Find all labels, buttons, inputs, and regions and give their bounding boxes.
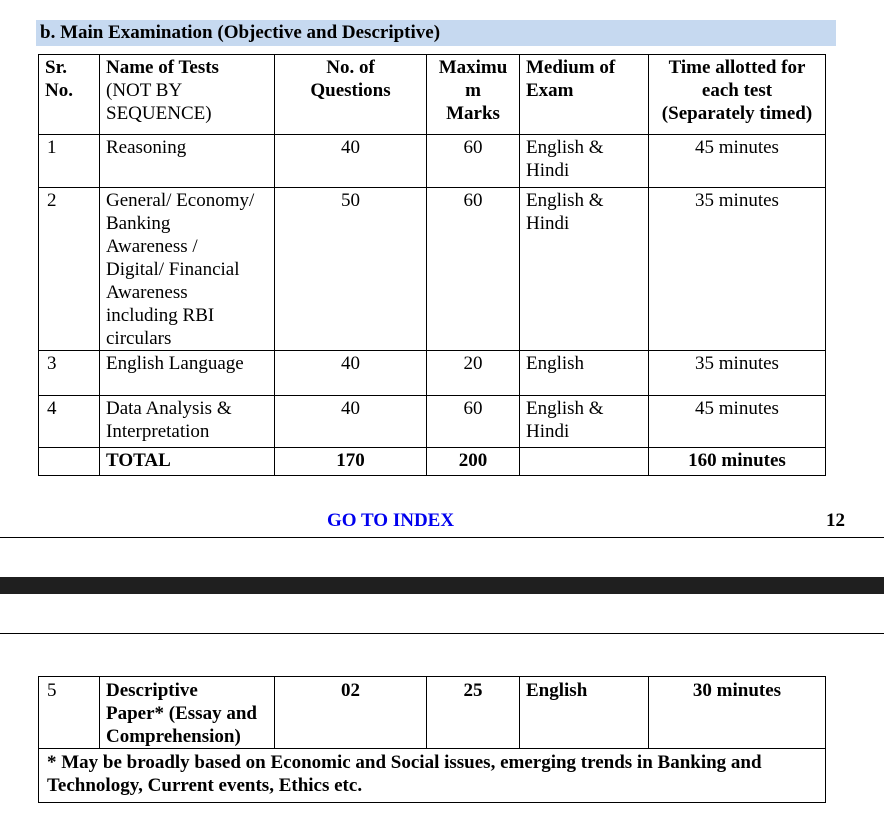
footnote-line: * May be broadly based on Economic and Social issues, emerging trends in Banking and <box>47 752 762 773</box>
table-row <box>39 677 826 749</box>
header-questions <box>275 55 427 135</box>
page-bottom-rule <box>0 537 884 538</box>
header-line: Name of Tests <box>106 57 219 78</box>
table-row <box>39 188 826 351</box>
header-line: No. of <box>326 57 375 78</box>
cell-line: Paper* (Essay and <box>106 703 257 724</box>
table-row <box>39 396 826 448</box>
cell-time: 35 minutes <box>649 351 826 396</box>
cell-sr-empty <box>39 448 100 476</box>
header-line: Exam <box>526 80 574 101</box>
footnote <box>39 749 826 803</box>
page-break-bar <box>0 577 884 594</box>
cell-questions: 50 <box>275 188 427 351</box>
cell-time: 45 minutes <box>649 396 826 448</box>
header-marks <box>427 55 520 135</box>
cell-line: Descriptive <box>106 680 198 701</box>
header-line: Questions <box>310 80 391 101</box>
cell-line: Digital/ Financial <box>106 259 240 280</box>
header-line: No. <box>45 80 73 101</box>
cell-total-time: 160 minutes <box>649 448 826 476</box>
cell-line: circulars <box>106 328 172 349</box>
header-line: Marks <box>446 103 500 124</box>
cell-test-name <box>100 135 275 188</box>
cell-medium-empty <box>520 448 649 476</box>
cell-test-name <box>100 351 275 396</box>
page-top-rule <box>0 633 884 634</box>
header-line: Sr. <box>45 57 68 78</box>
cell-questions: 40 <box>275 351 427 396</box>
cell-total-questions: 170 <box>275 448 427 476</box>
cell-medium <box>520 351 649 396</box>
section-heading: b. Main Examination (Objective and Descriptive) <box>36 20 836 46</box>
cell-line: Comprehension) <box>106 726 241 747</box>
header-line: Time allotted for <box>668 57 806 78</box>
cell-medium <box>520 396 649 448</box>
cell-line: General/ Economy/ <box>106 190 255 211</box>
cell-total-label: TOTAL <box>100 448 275 476</box>
cell-time: 30 minutes <box>649 677 826 749</box>
cell-questions: 40 <box>275 396 427 448</box>
header-line: Maximu <box>438 57 508 78</box>
cell-time: 45 minutes <box>649 135 826 188</box>
cell-line: English Language <box>106 353 244 374</box>
cell-line: Hindi <box>526 421 570 442</box>
cell-line: Banking <box>106 213 171 234</box>
table-row <box>39 135 826 188</box>
header-name <box>100 55 275 135</box>
cell-marks: 20 <box>427 351 520 396</box>
table-row <box>39 351 826 396</box>
cell-test-name <box>100 188 275 351</box>
cell-marks: 60 <box>427 135 520 188</box>
cell-test-name <box>100 677 275 749</box>
cell-line: English & <box>526 398 604 419</box>
table-header-row <box>39 55 826 135</box>
cell-total-marks: 200 <box>427 448 520 476</box>
page-number: 12 <box>826 510 845 531</box>
cell-line: English <box>526 353 585 374</box>
cell-questions: 40 <box>275 135 427 188</box>
cell-line: including RBI <box>106 305 215 326</box>
cell-line: Awareness <box>106 282 188 303</box>
footnote-line: Technology, Current events, Ethics etc. <box>47 775 363 796</box>
cell-sr: 1 <box>39 135 100 188</box>
header-line: (Separately timed) <box>661 103 813 124</box>
cell-sr: 2 <box>39 188 100 351</box>
go-to-index-link[interactable]: GO TO INDEX <box>327 510 455 531</box>
cell-sr: 4 <box>39 396 100 448</box>
header-line: m <box>465 80 481 101</box>
header-line: (NOT BY <box>106 80 183 101</box>
cell-line: Awareness / <box>106 236 198 257</box>
cell-medium <box>520 135 649 188</box>
cell-line: English & <box>526 190 604 211</box>
cell-line: English & <box>526 137 604 158</box>
continuation-table <box>38 676 826 803</box>
header-line: each test <box>701 80 773 101</box>
cell-questions: 02 <box>275 677 427 749</box>
cell-test-name <box>100 396 275 448</box>
cell-marks: 60 <box>427 396 520 448</box>
cell-medium: English <box>520 677 649 749</box>
cell-line: Hindi <box>526 213 570 234</box>
header-time <box>649 55 826 135</box>
cell-line: Reasoning <box>106 137 187 158</box>
header-sr <box>39 55 100 135</box>
header-line: SEQUENCE) <box>106 103 212 124</box>
header-line: Medium of <box>526 57 616 78</box>
table-total-row <box>39 448 826 476</box>
cell-time: 35 minutes <box>649 188 826 351</box>
cell-line: Hindi <box>526 160 570 181</box>
cell-line: Data Analysis & <box>106 398 232 419</box>
header-medium <box>520 55 649 135</box>
cell-marks: 60 <box>427 188 520 351</box>
cell-sr: 3 <box>39 351 100 396</box>
main-exam-table <box>38 54 826 476</box>
cell-sr: 5 <box>39 677 100 749</box>
cell-medium <box>520 188 649 351</box>
cell-marks: 25 <box>427 677 520 749</box>
cell-line: Interpretation <box>106 421 210 442</box>
footnote-row <box>39 749 826 803</box>
